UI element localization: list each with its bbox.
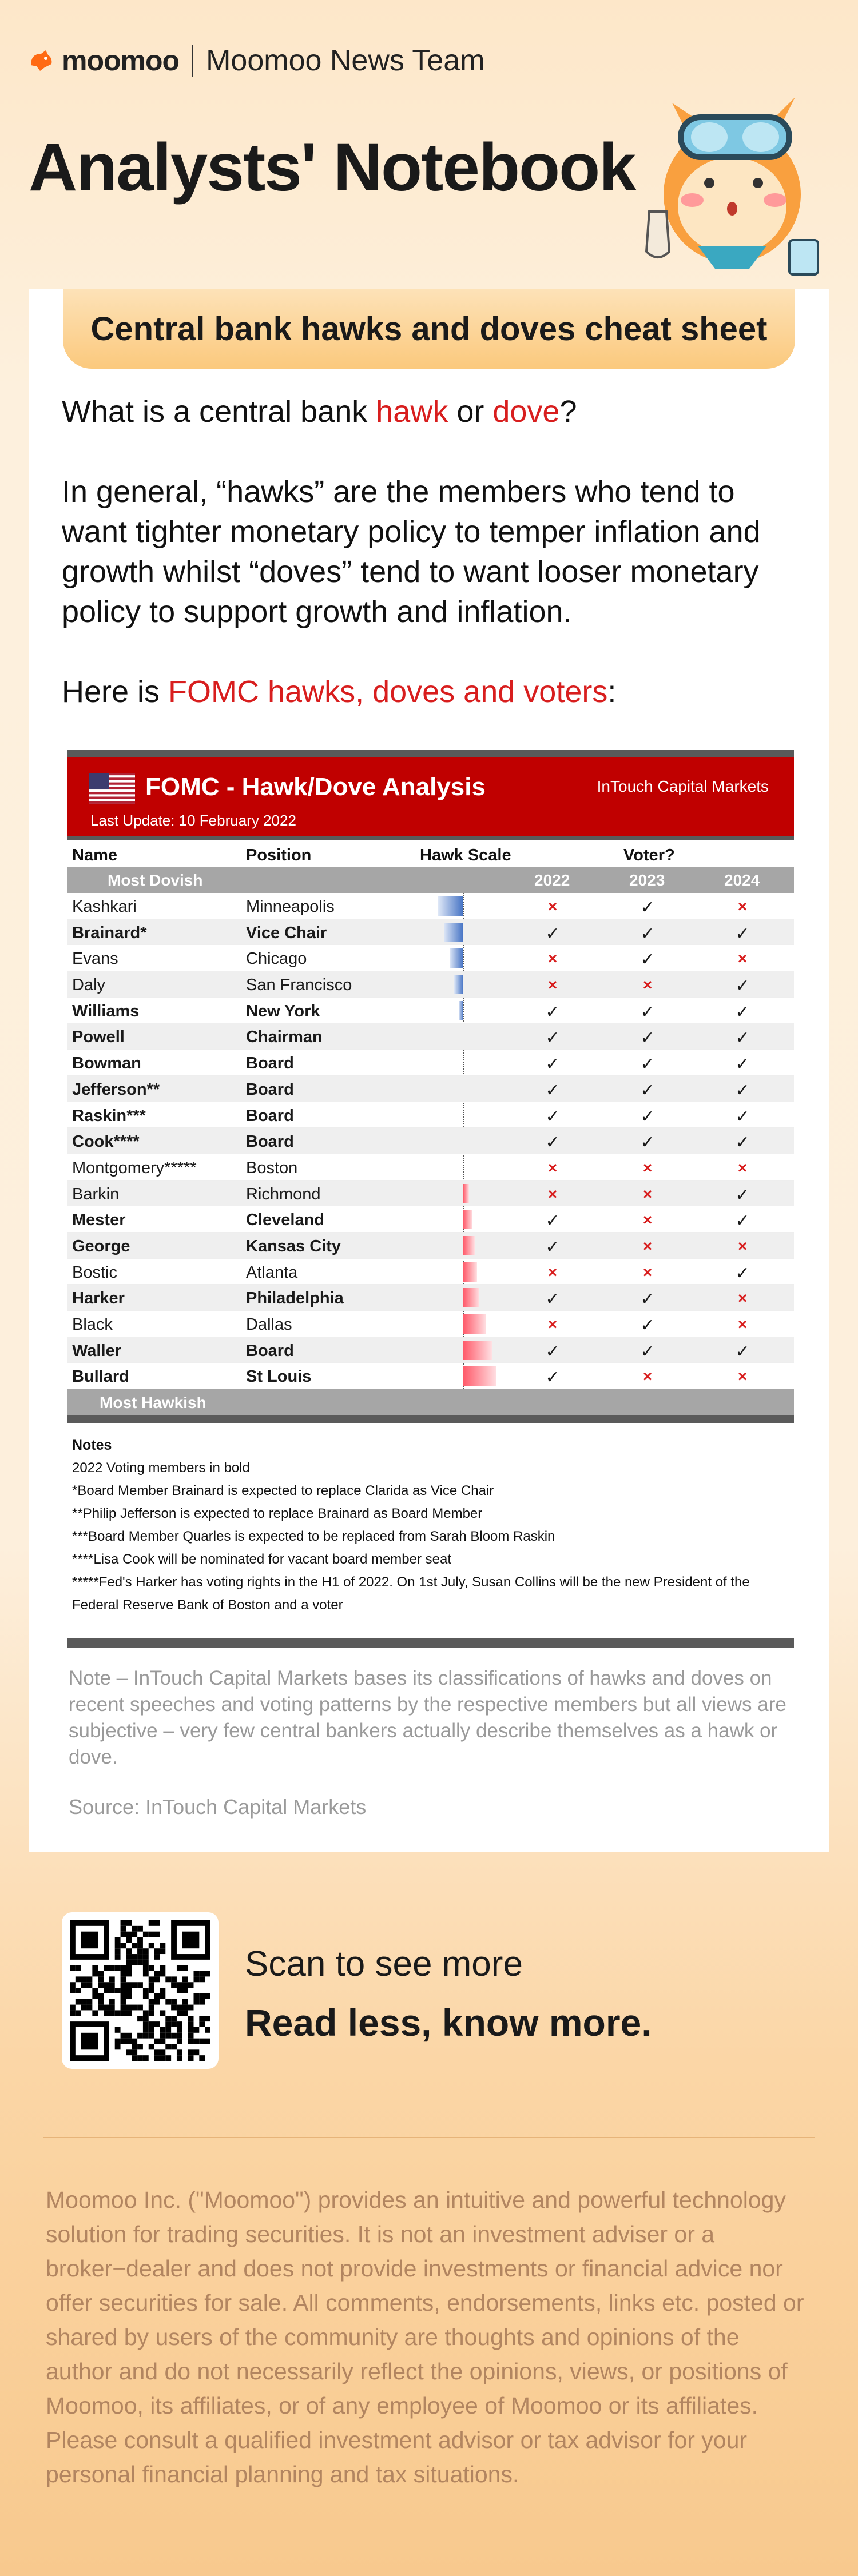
check-icon: ✓ [640, 1055, 655, 1074]
table-row [67, 919, 794, 946]
check-icon: ✓ [735, 1133, 750, 1153]
member-position: Board [246, 1341, 294, 1360]
fomc-thin-border [67, 836, 794, 840]
member-position: Philadelphia [246, 1289, 344, 1308]
fomc-bottom-border [67, 1415, 794, 1423]
col-name: Name [72, 846, 117, 864]
member-name: Powell [72, 1028, 125, 1047]
cross-icon: × [547, 1158, 558, 1177]
member-name: Williams [72, 1002, 140, 1020]
source-line: Source: InTouch Capital Markets [69, 1795, 367, 1819]
fomc-updated: Last Update: 10 February 2022 [90, 812, 296, 829]
dove-bar [444, 923, 463, 942]
check-icon: ✓ [545, 1002, 560, 1022]
intro-question: What is a central bank hawk or dove? [62, 394, 577, 429]
member-name: Barkin [72, 1185, 120, 1203]
check-icon: ✓ [735, 924, 750, 943]
cross-icon: × [642, 1211, 653, 1229]
table-row [67, 1154, 794, 1181]
member-rows [67, 893, 794, 1389]
fomc-title: FOMC - Hawk/Dove Analysis [145, 773, 486, 801]
most-dovish-label: Most Dovish [108, 871, 203, 889]
page-title: Analysts' Notebook [29, 130, 635, 205]
member-name: Harker [72, 1289, 125, 1308]
check-icon: ✓ [735, 1263, 750, 1283]
col-hawk-scale: Hawk Scale [420, 846, 511, 864]
check-icon: ✓ [640, 1316, 655, 1335]
member-position: Cleveland [246, 1211, 324, 1230]
check-icon: ✓ [545, 1133, 560, 1153]
cross-icon: × [642, 976, 653, 994]
check-icon: ✓ [545, 1107, 560, 1126]
brand-bar [29, 38, 485, 83]
member-name: Bostic [72, 1263, 117, 1282]
check-icon: ✓ [735, 1211, 750, 1231]
most-dovish-row [67, 867, 794, 893]
hawk-bar [463, 1236, 475, 1255]
member-name: Bullard [72, 1367, 129, 1386]
cow-mascot-icon [618, 63, 824, 280]
member-name: Jefferson** [72, 1080, 160, 1099]
fomc-brand: InTouch Capital Markets [597, 777, 769, 795]
brand-team: Moomoo News Team [206, 44, 485, 77]
member-position: Dallas [246, 1315, 292, 1334]
slogan: Read less, know more. [245, 2001, 652, 2044]
table-row [67, 1023, 794, 1050]
check-icon: ✓ [545, 924, 560, 943]
table-row [67, 1285, 794, 1311]
table-row [67, 1181, 794, 1207]
table-row [67, 1311, 794, 1337]
check-icon: ✓ [545, 1290, 560, 1309]
check-icon: ✓ [735, 1028, 750, 1048]
hawk-bar [463, 1366, 496, 1386]
member-position: Chicago [246, 950, 307, 968]
member-position: San Francisco [246, 976, 352, 995]
hawk-bar [463, 1288, 479, 1307]
dove-bar [450, 948, 463, 968]
check-icon: ✓ [545, 1028, 560, 1048]
fomc-top-border [67, 750, 794, 757]
hawk-word: hawk [376, 394, 448, 429]
most-hawkish-label: Most Hawkish [100, 1394, 206, 1412]
table-row [67, 893, 794, 919]
hawk-bar [463, 1184, 469, 1203]
check-icon: ✓ [640, 1002, 655, 1022]
content-card [29, 289, 829, 1852]
col-position: Position [246, 846, 312, 864]
fomc-table [67, 750, 794, 1648]
member-position: Atlanta [246, 1263, 298, 1282]
table-row [67, 1206, 794, 1233]
member-position: Minneapolis [246, 898, 335, 916]
member-name: Black [72, 1315, 113, 1334]
note-line: ****Lisa Cook will be nominated for vacant board member seat [72, 1552, 452, 1568]
hawk-bar [463, 1314, 486, 1334]
check-icon: ✓ [640, 1290, 655, 1309]
check-icon: ✓ [545, 1368, 560, 1387]
table-row [67, 1076, 794, 1102]
member-name: Waller [72, 1341, 121, 1360]
notes-title: Notes [72, 1437, 112, 1454]
check-icon: ✓ [545, 1211, 560, 1231]
brand-separator [192, 45, 193, 77]
year-2023: 2023 [629, 871, 665, 889]
table-row [67, 1102, 794, 1129]
member-name: Mester [72, 1211, 126, 1230]
check-icon: ✓ [735, 1107, 750, 1126]
member-position: St Louis [246, 1367, 312, 1386]
fomc-header [67, 757, 794, 836]
cross-icon: × [642, 1367, 653, 1386]
moomoo-logo-icon [29, 48, 54, 73]
cross-icon: × [547, 976, 558, 994]
hawk-bar [463, 1341, 492, 1360]
year-2022: 2022 [534, 871, 570, 889]
brand-name: moomoo [62, 45, 180, 77]
member-position: Board [246, 1054, 294, 1073]
col-voter: Voter? [623, 846, 675, 864]
cross-icon: × [737, 1367, 748, 1386]
check-icon: ✓ [640, 1080, 655, 1100]
qr-code[interactable] [62, 1912, 219, 2069]
column-headers [67, 840, 794, 867]
dove-word: dove [492, 394, 560, 429]
check-icon: ✓ [735, 1055, 750, 1074]
legal-disclaimer: Moomoo Inc. ("Moomoo") provides an intuitive and powerful technology solution for trading securities. It is not an investment adviser or a broker−dealer and does not provide investments or financial advice nor offer securities for sale. All comments, endorsements, links etc. posted or shared by users of the community are thoughts and opinions of the author and do not necessarily reflect the opinions, views, or positions of Moomoo, its affiliates, or of any employee of Moomoo or its affiliates. Please consult a qualified investment advisor or tax advisor for your personal financial planning and tax situations. [46, 2187, 804, 2487]
table-row [67, 971, 794, 998]
check-icon: ✓ [640, 950, 655, 970]
cross-icon: × [737, 1289, 748, 1307]
intro-text [62, 392, 800, 752]
note-line: 2022 Voting members in bold [72, 1460, 250, 1476]
disclaimer-note: Note – InTouch Capital Markets bases its classifications of hawks and doves on recent speeches and voting patterns by the respective members but all views are subjective – very few central bankers actually describe themselves as a hawk or dove. [69, 1667, 786, 1768]
member-name: Evans [72, 950, 118, 968]
member-position: Chairman [246, 1028, 323, 1047]
cross-icon: × [547, 1185, 558, 1203]
note-line: *****Fed's Harker has voting rights in the H1 of 2022. On 1st July, Susan Collins will be the new President of the Federal Reserve Bank of Boston and a voter [72, 1574, 750, 1613]
qr-code-icon [70, 1920, 210, 2061]
fomc-link[interactable]: FOMC hawks, doves and voters [168, 675, 608, 709]
member-position: Vice Chair [246, 923, 327, 942]
hawk-bar [463, 1210, 472, 1229]
member-name: Bowman [72, 1054, 141, 1073]
check-icon: ✓ [735, 976, 750, 996]
cross-icon: × [737, 950, 748, 968]
year-2024: 2024 [724, 871, 760, 889]
member-name: Kashkari [72, 898, 137, 916]
check-icon: ✓ [640, 1133, 655, 1153]
table-row [67, 998, 794, 1024]
check-icon: ✓ [640, 1342, 655, 1361]
scan-text: Scan to see more [245, 1944, 523, 1984]
member-name: Raskin*** [72, 1106, 146, 1125]
check-icon: ✓ [640, 898, 655, 917]
member-position: Board [246, 1106, 294, 1125]
cross-icon: × [737, 1315, 748, 1333]
member-position: Board [246, 1133, 294, 1151]
cross-icon: × [547, 950, 558, 968]
us-flag-icon [89, 773, 135, 804]
member-position: New York [246, 1002, 320, 1020]
member-position: Richmond [246, 1185, 321, 1203]
most-hawkish-row [67, 1389, 794, 1415]
table-row [67, 1259, 794, 1285]
member-position: Boston [246, 1158, 298, 1177]
banner [63, 289, 795, 369]
check-icon: ✓ [735, 1002, 750, 1022]
dove-bar [454, 975, 463, 994]
intro-here: Here is FOMC hawks, doves and voters: [62, 675, 617, 709]
table-row [67, 1128, 794, 1154]
table-row [67, 1050, 794, 1076]
cross-icon: × [642, 1237, 653, 1255]
cross-icon: × [737, 1158, 748, 1177]
check-icon: ✓ [545, 1055, 560, 1074]
fomc-notes [67, 1423, 794, 1617]
cross-icon: × [547, 898, 558, 915]
hawk-bar [463, 1262, 477, 1282]
table-row [67, 1363, 794, 1389]
cross-icon: × [737, 898, 748, 915]
cross-icon: × [547, 1315, 558, 1333]
dove-bar [459, 1001, 463, 1020]
note-line: *Board Member Brainard is expected to replace Clarida as Vice Chair [72, 1483, 494, 1499]
check-icon: ✓ [640, 1028, 655, 1048]
banner-title: Central bank hawks and doves cheat sheet [90, 310, 768, 348]
member-name: Cook**** [72, 1133, 140, 1151]
note-line: ***Board Member Quarles is expected to be replaced from Sarah Bloom Raskin [72, 1529, 555, 1545]
fomc-end-border [67, 1638, 794, 1648]
check-icon: ✓ [735, 1342, 750, 1361]
check-icon: ✓ [640, 924, 655, 943]
member-name: Brainard* [72, 923, 147, 942]
member-name: Montgomery***** [72, 1158, 197, 1177]
cross-icon: × [642, 1158, 653, 1177]
cross-icon: × [547, 1263, 558, 1281]
table-row [67, 945, 794, 971]
note-line: **Philip Jefferson is expected to replace Brainard as Board Member [72, 1506, 483, 1522]
intro-general: In general, “hawks” are the members who tend to want tighter monetary policy to temper inflation and growth whilst “doves” tend to want looser monetary policy to support growth and inflation. [62, 474, 761, 629]
member-name: George [72, 1237, 130, 1255]
cross-icon: × [642, 1185, 653, 1203]
member-position: Kansas City [246, 1237, 341, 1255]
check-icon: ✓ [640, 1107, 655, 1126]
dove-bar [438, 896, 463, 916]
member-name: Daly [72, 976, 106, 995]
member-position: Board [246, 1080, 294, 1099]
table-row [67, 1233, 794, 1259]
table-row [67, 1337, 794, 1363]
footer-divider [43, 2137, 815, 2138]
cross-icon: × [642, 1263, 653, 1281]
check-icon: ✓ [735, 1185, 750, 1205]
check-icon: ✓ [545, 1342, 560, 1361]
check-icon: ✓ [545, 1080, 560, 1100]
check-icon: ✓ [735, 1080, 750, 1100]
cross-icon: × [737, 1237, 748, 1255]
check-icon: ✓ [545, 1237, 560, 1257]
